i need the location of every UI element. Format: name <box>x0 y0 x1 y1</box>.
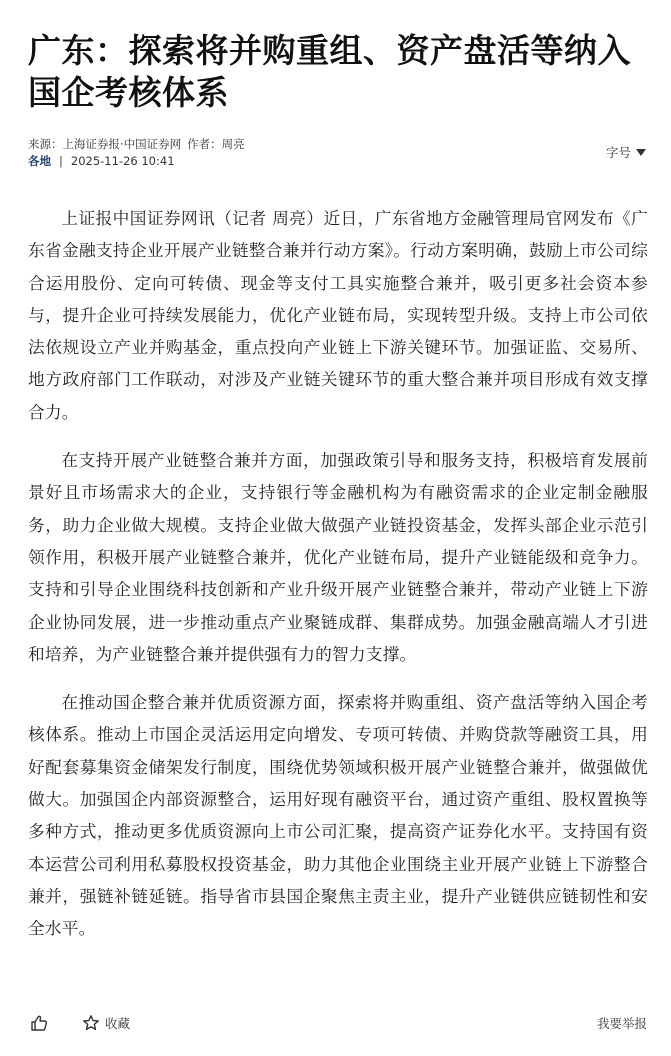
article-paragraph: 上证报中国证券网讯（记者 周亮）近日，广东省地方金融管理局官网发布《广东省金融支持企业开展产业链整合兼并行动方案》。行动方案明确，鼓励上市公司综合运用股份、定向可转债、现金等支付工具实施整合兼并，吸引更多社会资本参与，提升企业可持续发展能力，优化产业链布局，实现转型升级。支持上市公司依法依规设立产业并购基金，重点投向产业链上下游关键环节。加强证监、交易所、地方政府部门工作联动，对涉及产业链关键环节的重大整合兼并项目形成有效支撑合力。 <box>28 208 648 422</box>
category-row <box>28 153 428 170</box>
article-meta <box>28 136 428 170</box>
article-paragraph: 在推动国企整合兼并优质资源方面，探索将并购重组、资产盘活等纳入国企考核体系。推动上市国企灵活运用定向增发、专项可转债、并购贷款等融资工具，用好配套募集资金储架发行制度，围绕优势领域积极开展产业链整合兼并，做强做优做大。加强国企内部资源整合，运用好现有融资平台，通过资产重组、股权置换等多种方式，推动更多优质资源向上市公司汇聚，提高资产证券化水平。支持国有资本运营公司利用私募股权投资基金，助力其他企业围绕主业开展产业链上下游整合兼并，强链补链延链。指导省市县国企聚焦主责主业，提升产业链供应链韧性和安全水平。 <box>28 692 648 939</box>
article-body <box>28 202 648 961</box>
author-label: 作者： <box>187 137 222 151</box>
article-paragraph: 在支持开展产业链整合兼并方面，加强政策引导和服务支持，积极培育发展前景好且市场需求大的企业，支持银行等金融机构为有融资需求的企业定制金融服务，助力企业做大规模。支持企业做大做强产业链投资基金，发挥头部企业示范引领作用，积极开展产业链整合兼并，优化产业链布局，提升产业链能级和竞争力。支持和引导企业围绕科技创新和产业升级开展产业链整合兼并，带动产业链上下游企业协同发展，进一步推动重点产业聚链成群、集群成势。加强金融高端人才引进和培养，为产业链整合兼并提供强有力的智力支撑。 <box>28 450 648 664</box>
meta-divider: | <box>59 154 63 168</box>
like-button[interactable] <box>28 1012 50 1034</box>
author-name: 周亮 <box>221 137 245 151</box>
favorite-button[interactable] <box>82 1014 130 1032</box>
publish-datetime: 2025-11-26 10:41 <box>70 154 175 168</box>
report-link[interactable]: 我要举报 <box>596 1016 647 1031</box>
source-name: 上海证券报·中国证券网 <box>62 137 182 151</box>
star-icon <box>82 1014 100 1032</box>
font-size-button[interactable] <box>606 143 646 161</box>
caret-down-icon <box>636 149 646 156</box>
article-title: 广东：探索将并购重组、资产盘活等纳入国企考核体系 <box>28 31 631 112</box>
source-row <box>28 136 428 153</box>
source-label: 来源： <box>28 137 63 151</box>
font-size-label: 字号 <box>605 145 631 160</box>
favorite-label: 收藏 <box>105 1016 131 1031</box>
thumbs-up-icon <box>30 1014 48 1032</box>
article-toolbar <box>28 1010 647 1036</box>
category-link[interactable]: 各地 <box>28 154 51 168</box>
